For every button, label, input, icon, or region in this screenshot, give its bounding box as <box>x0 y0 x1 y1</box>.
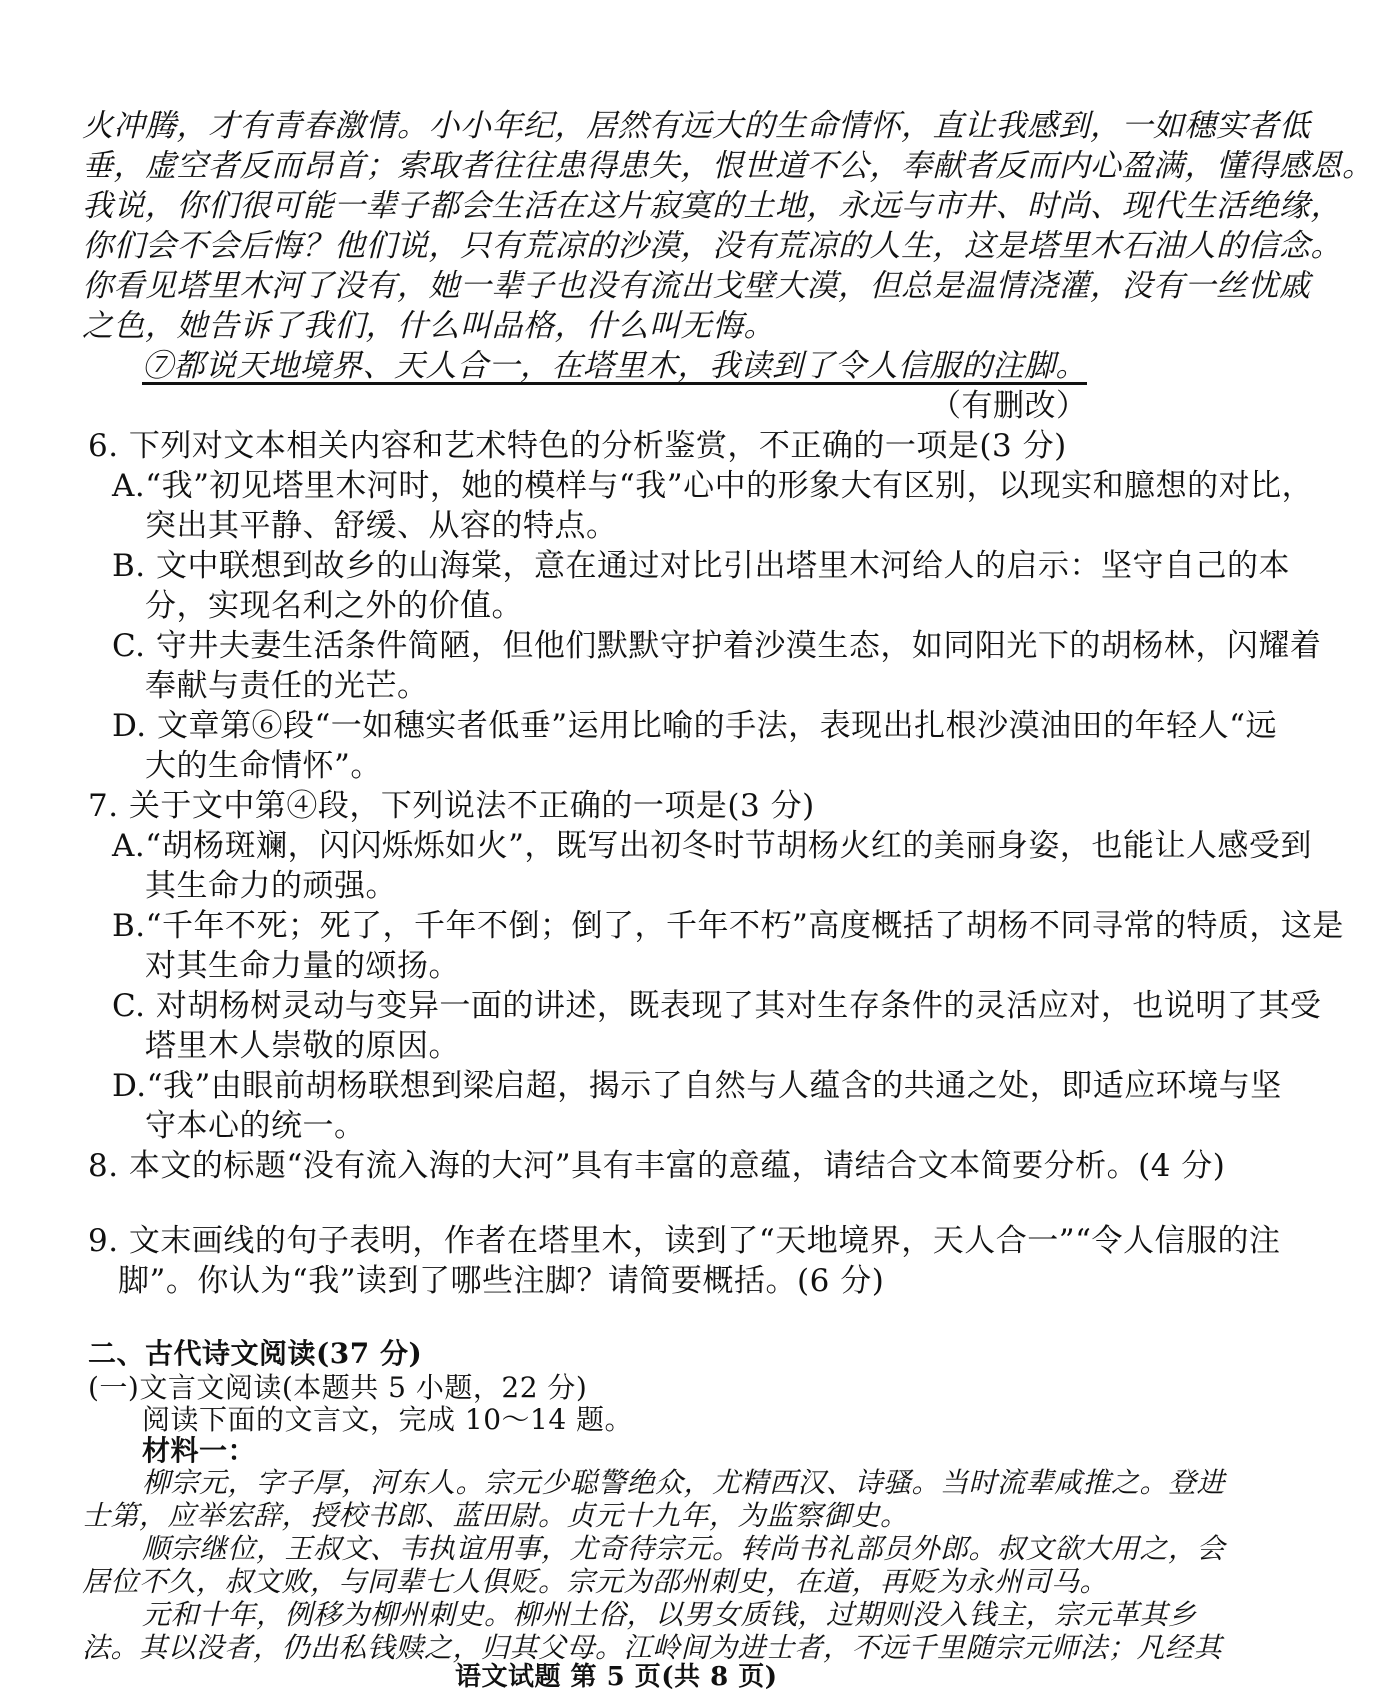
question-9: 9. 文末画线的句子表明，作者在塔里木，读到了“天地境界，天人合一”“令人信服的注 <box>88 1223 1281 1259</box>
classical-text-line: 柳宗元，字子厚，河东人。宗元少聪警绝众，尤精西汉、诗骚。当时流辈咸推之。登进 <box>142 1466 1226 1499</box>
q6-option-d-cont: 大的生命情怀”。 <box>145 748 382 784</box>
subsection-title: (一)文言文阅读(本题共 5 小题，22 分) <box>88 1371 588 1404</box>
page-footer: 语文试题 第 5 页(共 8 页) <box>455 1662 778 1692</box>
underlined-sentence: ⑦都说天地境界、天人合一，在塔里木，我读到了令人信服的注脚。 <box>142 348 1087 384</box>
q6-option-b: B. 文中联想到故乡的山海棠，意在通过对比引出塔里木河给人的启示：坚守自己的本 <box>112 548 1290 584</box>
q6-option-b-cont: 分，实现名利之外的价值。 <box>145 588 523 624</box>
passage-line: 之色，她告诉了我们，什么叫品格，什么叫无悔。 <box>82 308 775 344</box>
classical-text-line: 顺宗继位，王叔文、韦执谊用事，尤奇待宗元。转尚书礼部员外郎。叔文欲大用之，会 <box>142 1532 1226 1565</box>
question-9-cont: 脚”。你认为“我”读到了哪些注脚？请简要概括。(6 分) <box>118 1263 885 1299</box>
passage-line: 火冲腾，才有青春激情。小小年纪，居然有远大的生命情怀，直让我感到，一如穗实者低 <box>82 108 1311 144</box>
reading-instruction: 阅读下面的文言文，完成 10～14 题。 <box>142 1403 634 1436</box>
q6-option-d: D. 文章第⑥段“一如穗实者低垂”运用比喻的手法，表现出扎根沙漠油田的年轻人“远 <box>112 708 1277 744</box>
q7-option-d-cont: 守本心的统一。 <box>145 1108 366 1144</box>
question-6-stem: 6. 下列对文本相关内容和艺术特色的分析鉴赏，不正确的一项是(3 分) <box>88 428 1067 464</box>
passage-line: 垂，虚空者反而昂首；索取者往往患得患失，恨世道不公，奉献者反而内心盈满，懂得感恩。 <box>82 148 1374 184</box>
classical-text-line: 士第，应举宏辞，授校书郎、蓝田尉。贞元十九年，为监察御史。 <box>82 1499 909 1532</box>
q7-option-b: B.“千年不死；死了，千年不倒；倒了，千年不朽”高度概括了胡杨不同寻常的特质，这是 <box>112 908 1344 944</box>
q6-option-c-cont: 奉献与责任的光芒。 <box>145 668 429 704</box>
passage-line: 你们会不会后悔？他们说，只有荒凉的沙漠，没有荒凉的人生，这是塔里木石油人的信念。 <box>82 228 1342 264</box>
classical-text-line: 居位不久，叔文败，与同辈七人俱贬。宗元为邵州刺史，在道，再贬为永州司马。 <box>82 1565 1109 1598</box>
question-7-stem: 7. 关于文中第④段，下列说法不正确的一项是(3 分) <box>88 788 815 824</box>
abridged-note: （有删改） <box>930 388 1088 424</box>
q7-option-b-cont: 对其生命力量的颂扬。 <box>145 948 460 984</box>
material-label: 材料一： <box>142 1434 257 1467</box>
passage-line: 你看见塔里木河了没有，她一辈子也没有流出戈壁大漠，但总是温情浇灌，没有一丝忧戚 <box>82 268 1311 304</box>
q6-option-a-cont: 突出其平静、舒缓、从容的特点。 <box>145 508 618 544</box>
q7-option-d: D.“我”由眼前胡杨联想到梁启超，揭示了自然与人蕴含的共通之处，即适应环境与坚 <box>112 1068 1282 1104</box>
classical-text-line: 法。其以没者，仍出私钱赎之，归其父母。江岭间为进士者，不远千里随宗元师法；凡经其 <box>82 1631 1223 1664</box>
q7-option-a: A.“胡杨斑斓，闪闪烁烁如火”，既写出初冬时节胡杨火红的美丽身姿，也能让人感受到 <box>112 828 1312 864</box>
classical-text-line: 元和十年，例移为柳州刺史。柳州土俗，以男女质钱，过期则没入钱主，宗元革其乡 <box>142 1598 1197 1631</box>
q7-option-a-cont: 其生命力的顽强。 <box>145 868 397 904</box>
section-title: 二、古代诗文阅读(37 分) <box>88 1337 423 1370</box>
q7-option-c: C. 对胡杨树灵动与变异一面的讲述，既表现了其对生存条件的灵活应对，也说明了其受 <box>112 988 1322 1024</box>
q6-option-c: C. 守井夫妻生活条件简陋，但他们默默守护着沙漠生态，如同阳光下的胡杨林，闪耀着 <box>112 628 1322 664</box>
question-8: 8. 本文的标题“没有流入海的大河”具有丰富的意蕴，请结合文本简要分析。(4 分) <box>88 1148 1226 1184</box>
passage-line: 我说，你们很可能一辈子都会生活在这片寂寞的土地，永远与市井、时尚、现代生活绝缘， <box>82 188 1342 224</box>
q7-option-c-cont: 塔里木人崇敬的原因。 <box>145 1028 460 1064</box>
q6-option-a: A.“我”初见塔里木河时，她的模样与“我”心中的形象大有区别，以现实和臆想的对比， <box>112 468 1314 504</box>
